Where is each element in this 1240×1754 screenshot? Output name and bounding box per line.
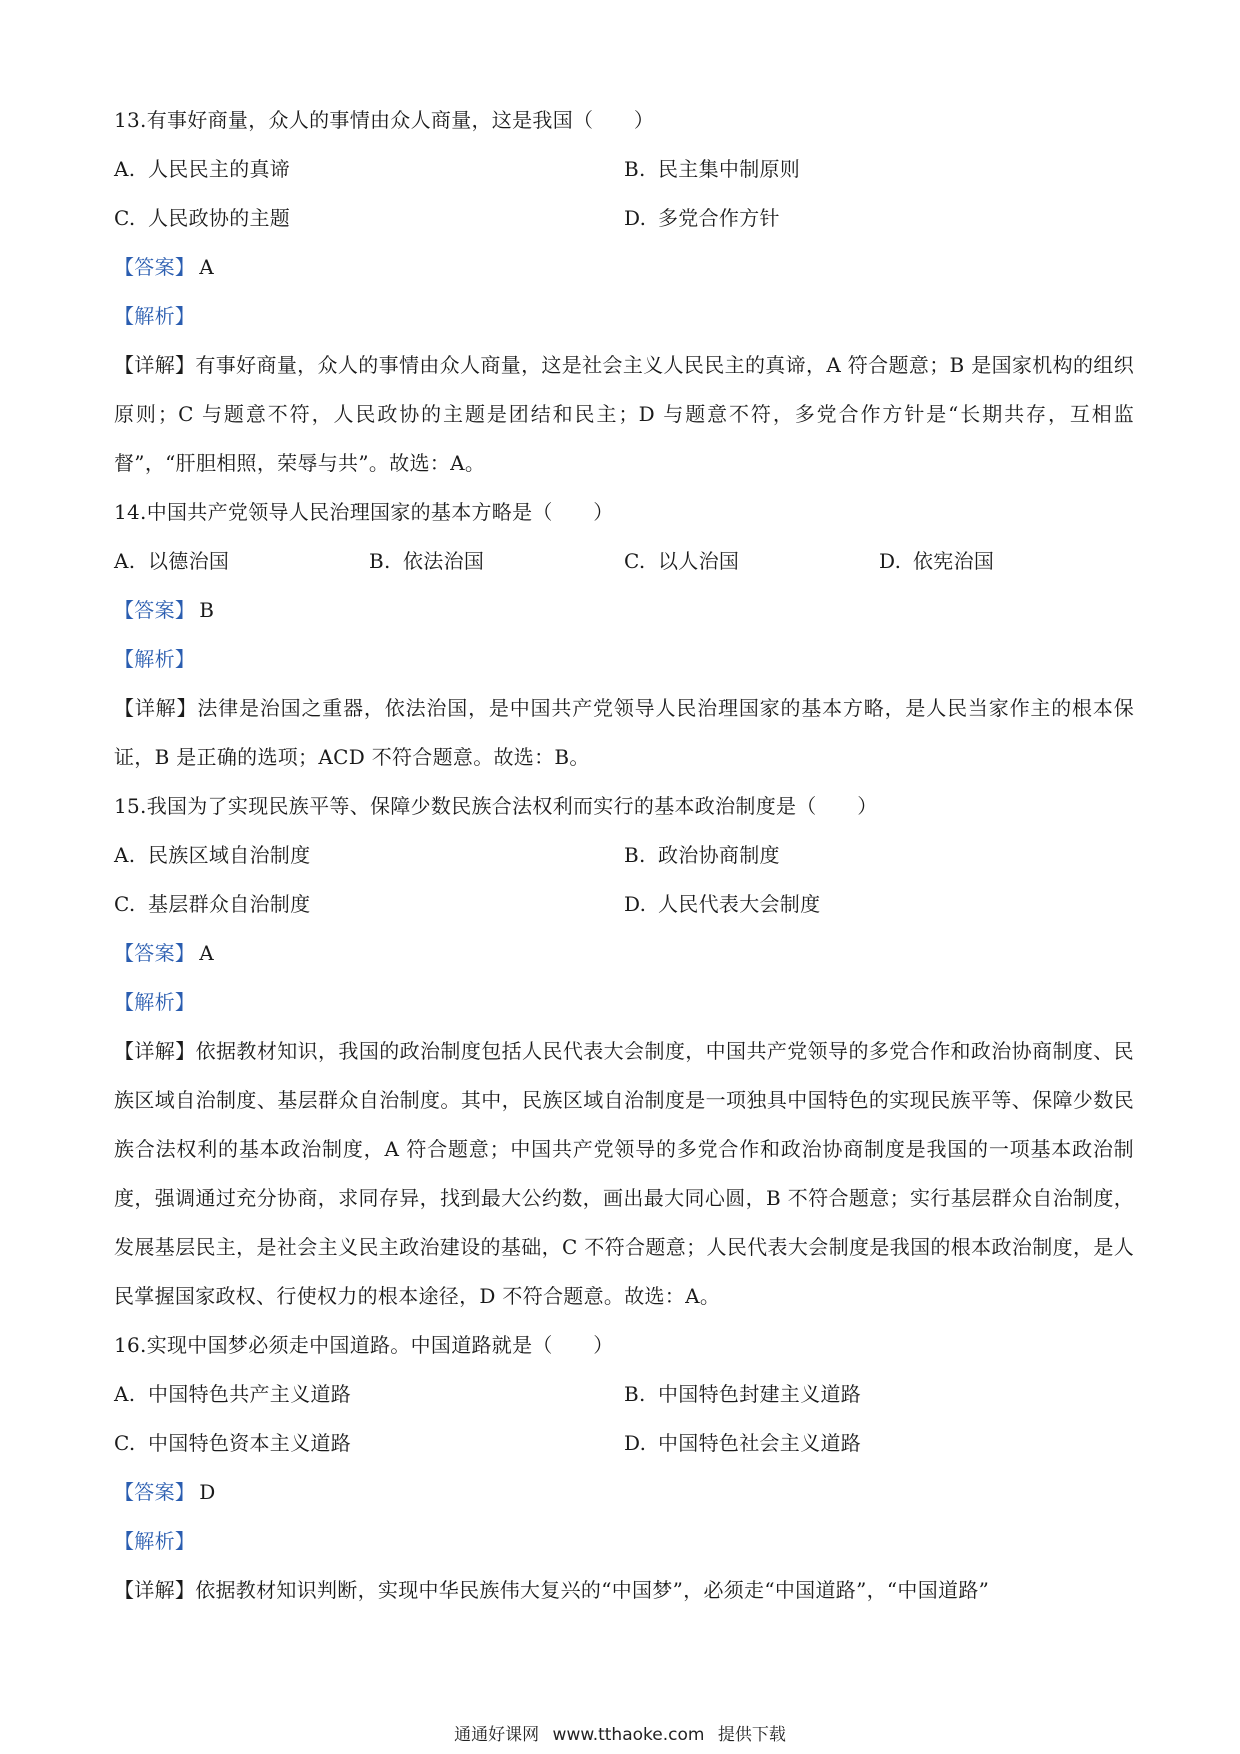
option-c: C. 以人治国 <box>624 549 740 573</box>
footer-site-name: 通通好课网 <box>454 1725 540 1745</box>
option-b: B. 依法治国 <box>369 549 485 573</box>
answer-value: B <box>199 598 215 622</box>
answer-tag: 【答案】 <box>114 1480 196 1504</box>
option-a: A. 民族区域自治制度 <box>114 843 311 867</box>
question-stem: 13.有事好商量，众人的事情由众人商量，这是我国（ ） <box>114 108 655 132</box>
question-14 <box>114 488 1134 782</box>
options-row <box>114 1370 1134 1419</box>
answer-line <box>114 586 1134 635</box>
question-16 <box>114 1321 1134 1615</box>
analysis-tag: 【解析】 <box>114 1529 196 1553</box>
options-row <box>114 145 1134 194</box>
options-row <box>114 537 1134 586</box>
option-b: B. 中国特色封建主义道路 <box>624 1382 861 1406</box>
options-row <box>114 194 1134 243</box>
option-d: D. 依宪治国 <box>879 549 995 573</box>
option-d: D. 人民代表大会制度 <box>624 892 821 916</box>
answer-line <box>114 929 1134 978</box>
analysis-tag: 【解析】 <box>114 647 196 671</box>
detail-tag: 【详解】 <box>114 1039 196 1063</box>
detail-paragraph <box>114 341 1134 488</box>
option-c: C. 人民政协的主题 <box>114 206 291 230</box>
detail-text: 有事好商量，众人的事情由众人商量，这是社会主义人民民主的真谛，A 符合题意；B 是国家机构的组织原则；C 与题意不符，人民政协的主题是团结和民主；D 与题意不符，多党合作方针是“长期共存，互相监督”，“肝胆相照，荣辱与共”。故选：A。 <box>114 353 1134 475</box>
detail-tag: 【详解】 <box>114 1578 196 1602</box>
document-page <box>114 96 1134 1615</box>
answer-line <box>114 243 1134 292</box>
detail-paragraph <box>114 1566 1134 1615</box>
footer-note: 提供下载 <box>717 1725 786 1745</box>
answer-line <box>114 1468 1134 1517</box>
detail-paragraph <box>114 1027 1134 1321</box>
analysis-line <box>114 1517 1134 1566</box>
question-15 <box>114 782 1134 1321</box>
option-a: A. 以德治国 <box>114 549 230 573</box>
answer-tag: 【答案】 <box>114 255 196 279</box>
answer-tag: 【答案】 <box>114 941 196 965</box>
question-stem: 16.实现中国梦必须走中国道路。中国道路就是（ ） <box>114 1333 614 1357</box>
detail-text: 法律是治国之重器，依法治国，是中国共产党领导人民治理国家的基本方略，是人民当家作主的根本保证，B 是正确的选项；ACD 不符合题意。故选：B。 <box>114 696 1135 769</box>
analysis-tag: 【解析】 <box>114 990 196 1014</box>
detail-paragraph <box>114 684 1134 782</box>
analysis-line <box>114 292 1134 341</box>
options-row <box>114 880 1134 929</box>
analysis-line <box>114 635 1134 684</box>
option-d: D. 多党合作方针 <box>624 206 780 230</box>
option-c: C. 中国特色资本主义道路 <box>114 1431 351 1455</box>
detail-text: 依据教材知识判断，实现中华民族伟大复兴的“中国梦”，必须走“中国道路”，“中国道路” <box>195 1578 990 1602</box>
detail-tag: 【详解】 <box>114 353 196 377</box>
footer-url: www.tthaoke.com <box>552 1725 705 1745</box>
question-stem: 14.中国共产党领导人民治理国家的基本方略是（ ） <box>114 500 614 524</box>
answer-value: A <box>199 255 214 279</box>
option-d: D. 中国特色社会主义道路 <box>624 1431 861 1455</box>
options-row <box>114 831 1134 880</box>
question-13 <box>114 96 1134 488</box>
option-b: B. 政治协商制度 <box>624 843 780 867</box>
options-row <box>114 1419 1134 1468</box>
detail-tag: 【详解】 <box>114 696 198 720</box>
analysis-line <box>114 978 1134 1027</box>
detail-text: 依据教材知识，我国的政治制度包括人民代表大会制度，中国共产党领导的多党合作和政治协商制度、民族区域自治制度、基层群众自治制度。其中，民族区域自治制度是一项独具中国特色的实现民族平等、保障少数民族合法权利的基本政治制度，A 符合题意；中国共产党领导的多党合作和政治协商制度是我国的一项基本政治制度，强调通过充分协商，求同存异，找到最大公约数，画出最大同心圆，B 不符合题意；实行基层群众自治制度，发展基层民主，是社会主义民主政治建设的基础，C 不符合题意；人民代表大会制度是我国的根本政治制度，是人民掌握国家政权、行使权力的根本途径，D 不符合题意。故选：A。 <box>114 1039 1134 1308</box>
question-stem: 15.我国为了实现民族平等、保障少数民族合法权利而实行的基本政治制度是（ ） <box>114 794 878 818</box>
option-b: B. 民主集中制原则 <box>624 157 801 181</box>
page-footer <box>0 1720 1240 1745</box>
option-a: A. 人民民主的真谛 <box>114 157 291 181</box>
answer-value: A <box>199 941 214 965</box>
analysis-tag: 【解析】 <box>114 304 196 328</box>
option-c: C. 基层群众自治制度 <box>114 892 311 916</box>
answer-tag: 【答案】 <box>114 598 196 622</box>
option-a: A. 中国特色共产主义道路 <box>114 1382 351 1406</box>
answer-value: D <box>199 1480 216 1504</box>
